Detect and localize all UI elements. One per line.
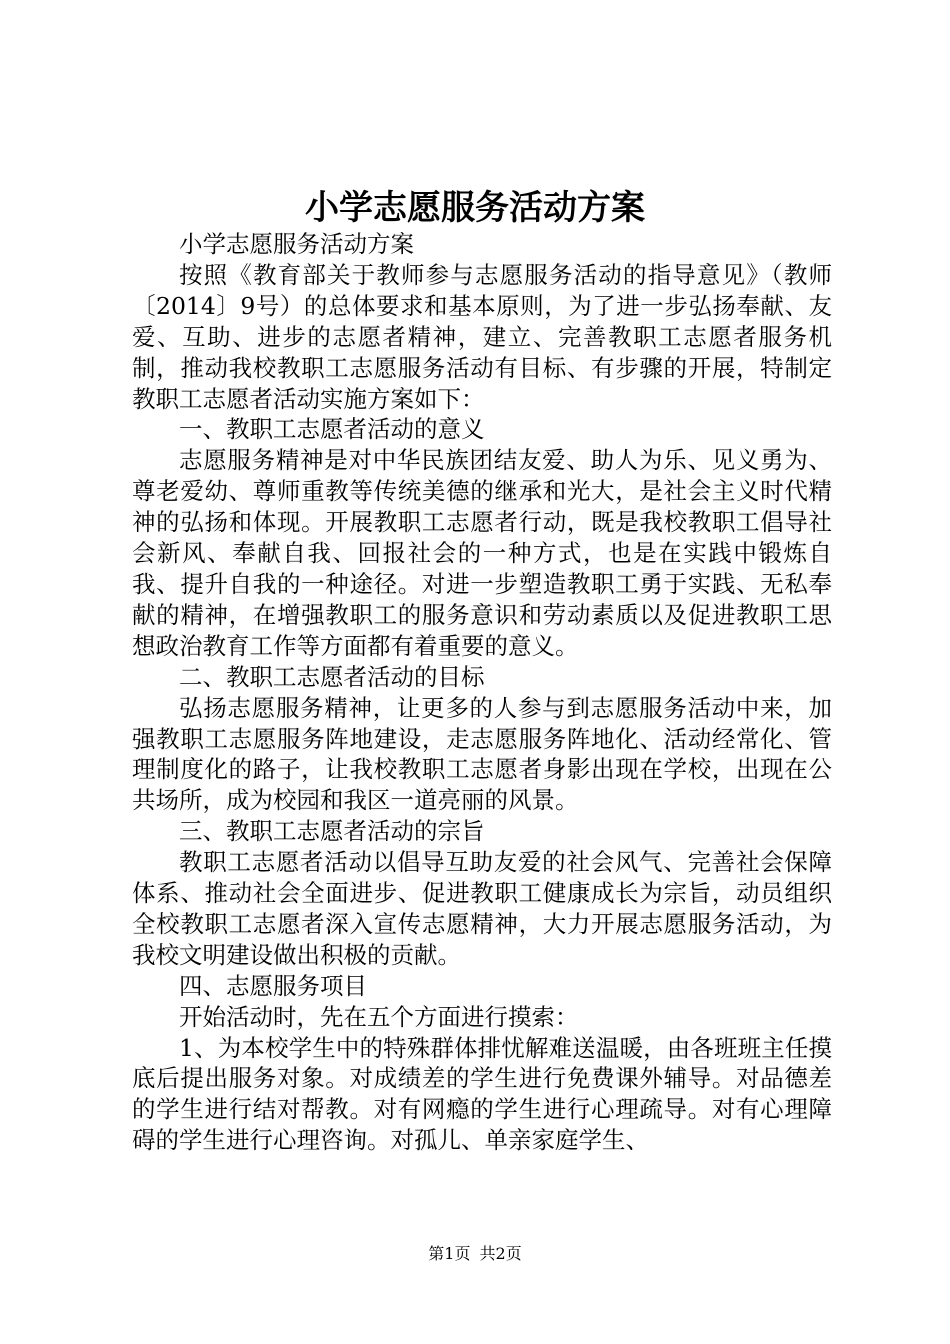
section-heading-3: 三、教职工志愿者活动的宗旨 — [179, 817, 485, 846]
paragraph-significance: 志愿服务精神是对中华民族团结友爱、助人为乐、见义勇为、尊老爱幼、尊师重教等传统美德的继承和光大，是社会主义时代精神的弘扬和体现。开展教职工志愿者行动，既是我校教职工倡导社会新风、奉献自我、回报社会的一种方式，也是在实践中锻炼自我、提升自我的一种途径。对进一步塑造教职工勇于实践、无私奉献的精神，在增强教职工的服务意识和劳动素质以及促进教职工思想政治教育工作等方面都有着重要的意义。 — [132, 446, 832, 660]
section-heading-1: 一、教职工志愿者活动的意义 — [179, 415, 485, 444]
page-total: 共2页 — [479, 1244, 522, 1263]
document-title: 小学志愿服务活动方案 — [305, 188, 645, 228]
paragraph-projects-intro: 开始活动时，先在五个方面进行摸索： — [179, 1002, 579, 1031]
paragraph-intro: 按照《教育部关于教师参与志愿服务活动的指导意见》（教师〔2014〕9号）的总体要求和基本原则，为了进一步弘扬奉献、友爱、互助、进步的志愿者精神，建立、完善教职工志愿者服务机制，推动我校教职工志愿服务活动有目标、有步骤的开展，特制定教职工志愿者活动实施方案如下： — [132, 260, 832, 413]
section-heading-2: 二、教职工志愿者活动的目标 — [179, 662, 485, 691]
document-body — [132, 229, 832, 1156]
paragraph-subtitle: 小学志愿服务活动方案 — [179, 230, 414, 258]
page-footer — [0, 1243, 950, 1265]
page-number: 第1页 — [428, 1244, 471, 1263]
paragraph-goals: 弘扬志愿服务精神，让更多的人参与到志愿服务活动中来，加强教职工志愿服务阵地建设，走志愿服务阵地化、活动经常化、管理制度化的路子，让我校教职工志愿者身影出现在学校，出现在公共场所，成为校园和我区一道亮丽的风景。 — [132, 693, 832, 815]
paragraph-project-1: 1、为本校学生中的特殊群体排忧解难送温暖，由各班班主任摸底后提出服务对象。对成绩差的学生进行免费课外辅导。对品德差的学生进行结对帮教。对有网瘾的学生进行心理疏导。对有心理障碍的学生进行心理咨询。对孤儿、单亲家庭学生、 — [132, 1033, 832, 1155]
paragraph-purpose: 教职工志愿者活动以倡导互助友爱的社会风气、完善社会保障体系、推动社会全面进步、促进教职工健康成长为宗旨，动员组织全校教职工志愿者深入宣传志愿精神，大力开展志愿服务活动，为我校文明建设做出积极的贡献。 — [132, 848, 832, 969]
section-heading-4: 四、志愿服务项目 — [179, 971, 367, 1000]
